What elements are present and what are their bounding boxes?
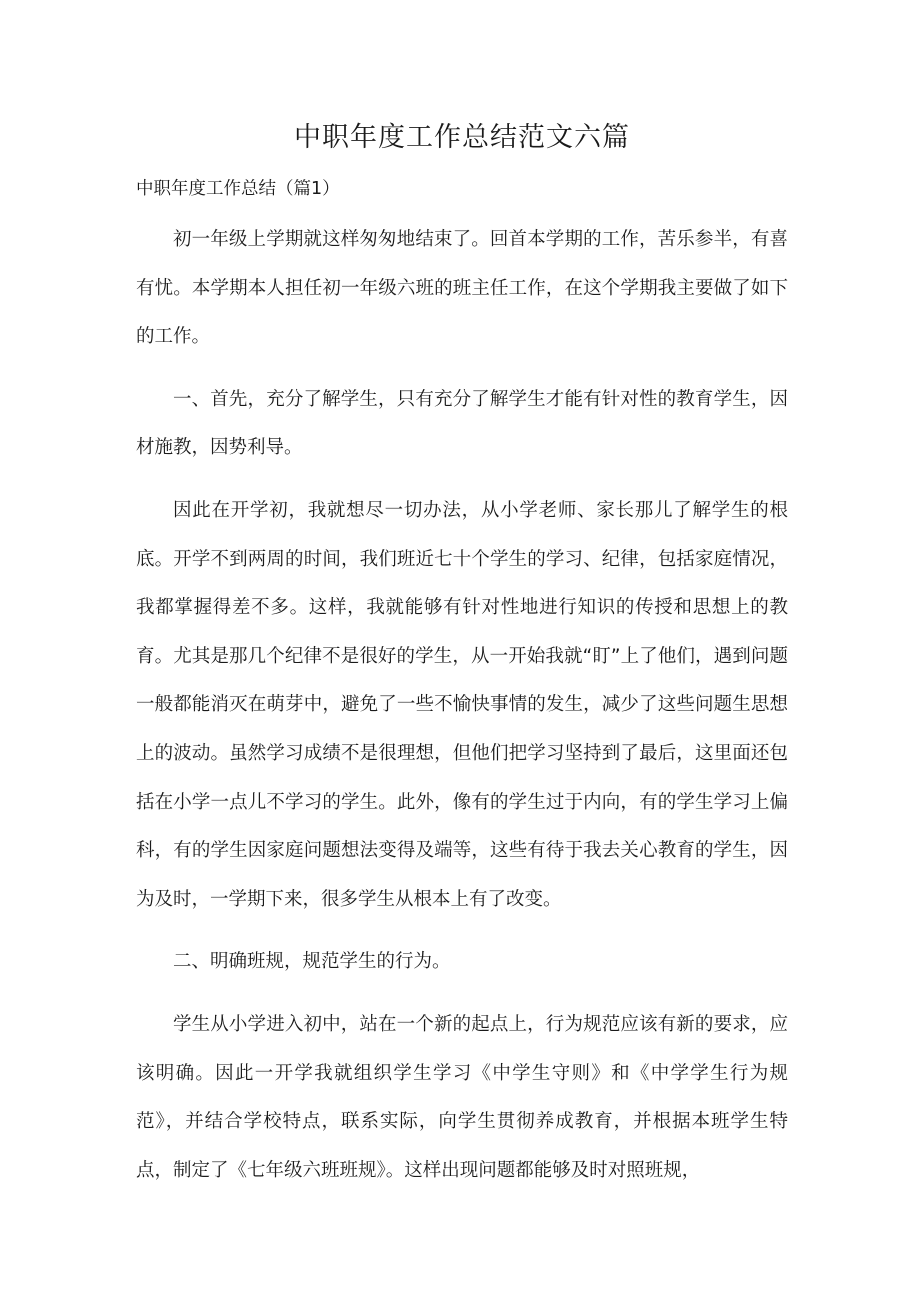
section-heading: 中职年度工作总结（篇1） — [136, 179, 340, 199]
paragraph: 初一年级上学期就这样匆匆地结束了。回首本学期的工作，苦乐参半，有喜有忧。本学期本人担任初一年级六班的班主任工作，在这个学期我主要做了如下的工作。 — [136, 229, 788, 348]
paragraph: 学生从小学进入初中，站在一个新的起点上，行为规范应该有新的要求，应该明确。因此一开学我就组织学生学习《中学生守则》和《中学学生行为规范》，并结合学校特点，联系实际，向学生贯彻养成教育，并根据本班学生特点，制定了《七年级六班班规》。这样出现问题都能够及时对照班规， — [136, 1013, 788, 1181]
document-title: 中职年度工作总结范文六篇 — [294, 122, 630, 153]
paragraph: 二、明确班规，规范学生的行为。 — [173, 951, 451, 973]
paragraph: 一、首先，充分了解学生，只有充分了解学生才能有针对性的教育学生，因材施教，因势利导。 — [136, 388, 788, 459]
paragraph: 因此在开学初，我就想尽一切办法，从小学老师、家长那儿了解学生的根底。开学不到两周的时间，我们班近七十个学生的学习、纪律，包括家庭情况，我都掌握得差不多。这样，我就能够有针对性地进行知识的传授和思想上的教育。尤其是那几个纪律不是很好的学生，从一开始我就“盯”上了他们，遇到问题一般都能消灭在萌芽中，避免了一些不愉快事情的发生，减少了这些问题生思想上的波动。虽然学习成绩不是很理想，但他们把学习坚持到了最后，这里面还包括在小学一点儿不学习的学生。此外，像有的学生过于内向，有的学生学习上偏科，有的学生因家庭问题想法变得及端等，这些有待于我去关心教育的学生，因为及时，一学期下来，很多学生从根本上有了改变。 — [136, 499, 788, 910]
document-body — [136, 216, 788, 1195]
